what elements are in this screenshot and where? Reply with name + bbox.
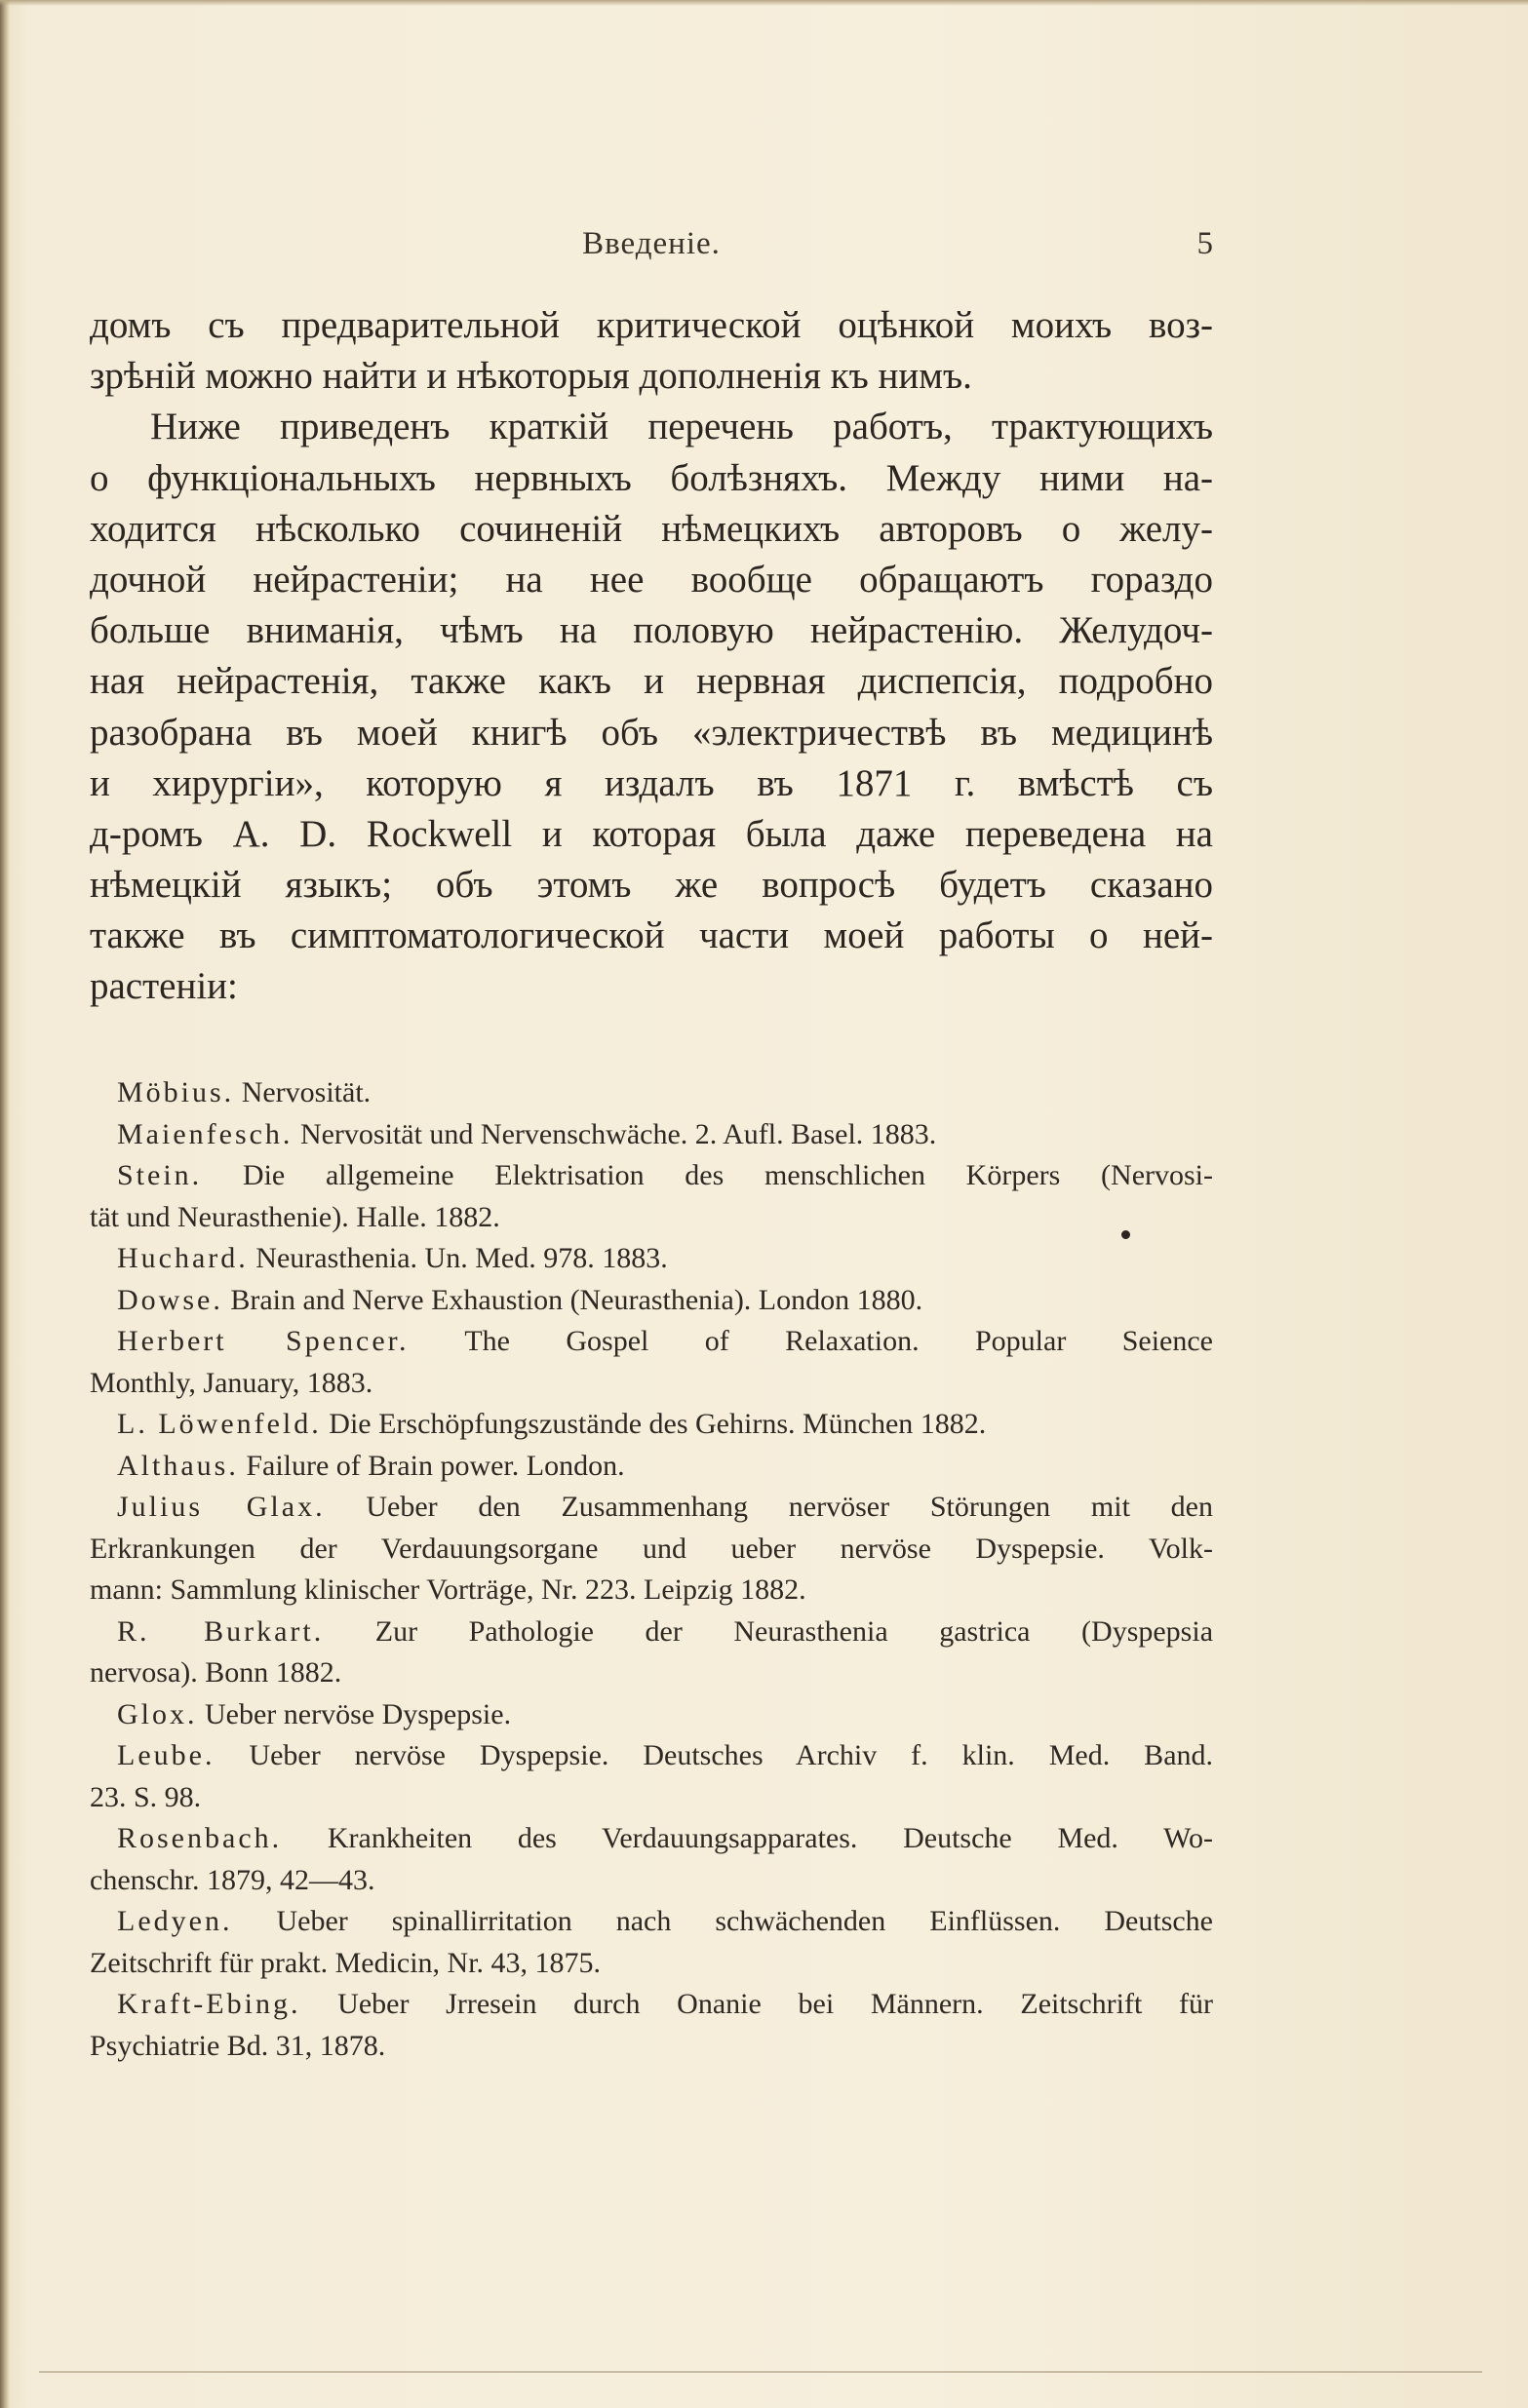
reference-author: Huchard. (117, 1242, 249, 1274)
text-line: домъ съ предварительной критической оцѣнкой моихъ воз- (90, 304, 1213, 346)
reference-entry (90, 1818, 1213, 1901)
reference-author: Julius Glax. (117, 1491, 326, 1523)
reference-text: Ueber spinallirritation nach schwächenden Einflüssen. Deutsche (276, 1905, 1214, 1937)
text-line: больше вниманія, чѣмъ на половую нейрастенію. Желудоч- (90, 609, 1213, 652)
reference-entry (90, 1114, 1213, 1156)
reference-entry (90, 1280, 1213, 1322)
reference-text: Ueber nervöse Dyspepsie. Deutsches Archiv f. klin. Med. Band. (249, 1739, 1214, 1771)
reference-line (90, 1404, 1213, 1446)
reference-line (90, 1487, 1213, 1529)
reference-line (90, 1321, 1213, 1363)
reference-entry (90, 1072, 1213, 1114)
reference-author: R. Burkart. (117, 1614, 325, 1648)
reference-text: Nervosität. (241, 1076, 372, 1108)
reference-entry (90, 1321, 1213, 1404)
reference-line (90, 1072, 1213, 1114)
reference-text: Psychiatrie Bd. 31, 1878. (90, 2029, 386, 2062)
reference-line (90, 1652, 1213, 1694)
reference-entry (90, 1155, 1213, 1238)
text-line: о функціональныхъ нервныхъ болѣзняхъ. Между ними на- (90, 456, 1213, 499)
reference-text: Brain and Nerve Exhaustion (Neurasthenia). London 1880. (230, 1283, 923, 1316)
ink-speck (1121, 1230, 1130, 1239)
text-line: ходится нѣсколько сочиненій нѣмецкихъ авторовъ о желу- (90, 507, 1213, 550)
reference-author: Althaus. (117, 1449, 239, 1482)
text-line: зрѣній можно найти и нѣкоторыя дополненія къ нимъ. (90, 355, 972, 398)
reference-entry (90, 1404, 1213, 1446)
reference-line (90, 1943, 1213, 1985)
reference-author: Maienfesch. (117, 1117, 294, 1150)
reference-text: The Gospel of Relaxation. Popular Seience (464, 1325, 1213, 1357)
text-line: также въ симптоматологической части моей работы о ней- (90, 914, 1213, 957)
reference-text: Die Erschöpfungszustände des Gehirns. München 1882. (329, 1408, 987, 1440)
page-top-edge (0, 0, 1528, 6)
reference-line (90, 1860, 1213, 1902)
reference-line (90, 1280, 1213, 1322)
reference-line (90, 1446, 1213, 1488)
reference-text: 23. S. 98. (90, 1780, 202, 1813)
reference-entry (90, 1612, 1213, 1694)
reference-line (90, 1735, 1213, 1777)
reference-text: tät und Neurasthenie). Halle. 1882. (90, 1200, 500, 1233)
reference-text: Nervosität und Nervenschwäche. 2. Aufl. Basel. 1883. (299, 1117, 937, 1150)
reference-text: nervosa). Bonn 1882. (90, 1656, 342, 1689)
reference-line (90, 1818, 1213, 1860)
reference-line (90, 1529, 1213, 1571)
reference-entry (90, 1735, 1213, 1818)
reference-line (90, 1238, 1213, 1280)
page-number: 5 (1196, 226, 1213, 261)
text-line: Ниже приведенъ краткій перечень работъ, трактующихъ (150, 406, 1213, 448)
reference-author: L. Löwenfeld. (117, 1408, 322, 1440)
reference-line (90, 1777, 1213, 1819)
reference-text: Erkrankungen der Verdauungsorgane und ueber nervöse Dyspepsie. Volk- (90, 1532, 1213, 1565)
reference-line (90, 1612, 1213, 1653)
running-head: Введеніе. (582, 226, 721, 261)
page-header (90, 226, 1213, 275)
reference-list (90, 1072, 1213, 2067)
reference-author: Herbert Spencer. (117, 1325, 410, 1357)
reference-text: chenschr. 1879, 42—43. (90, 1863, 375, 1896)
text-line: разобрана въ моей книгѣ объ «электричествѣ въ медицинѣ (90, 711, 1213, 754)
reference-line (90, 1901, 1213, 1943)
reference-author: Ledyen. (117, 1905, 233, 1937)
reference-line (90, 1984, 1213, 2026)
reference-entry (90, 1901, 1213, 1984)
bottom-edge-line (39, 2371, 1482, 2373)
reference-author: Leube. (117, 1739, 215, 1771)
reference-entry (90, 1238, 1213, 1280)
reference-text: Failure of Brain power. London. (246, 1449, 625, 1482)
reference-text: Ueber den Zusammenhang nervöser Störungen mit den (366, 1491, 1213, 1523)
reference-author: Dowse. (117, 1283, 223, 1316)
reference-entry (90, 1694, 1213, 1736)
reference-text: mann: Sammlung klinischer Vorträge, Nr. 223. Leipzig 1882. (90, 1573, 806, 1606)
reference-author: Möbius. (117, 1076, 235, 1108)
reference-entry (90, 1487, 1213, 1612)
text-line: д-ромъ A. D. Rockwell и которая была даже переведена на (90, 812, 1213, 855)
reference-text: Monthly, January, 1883. (90, 1366, 373, 1399)
reference-author: Kraft-Ebing. (117, 1988, 301, 2020)
reference-text: Krankheiten des Verdauungsapparates. Deutsche Med. Wo- (327, 1822, 1214, 1854)
reference-author: Stein. (117, 1159, 203, 1191)
reference-text: Ueber Jrresein durch Onanie bei Männern. Zeitschrift für (337, 1988, 1214, 2020)
reference-text: Neurasthenia. Un. Med. 978. 1883. (255, 1242, 668, 1274)
reference-author: Rosenbach. (117, 1822, 283, 1854)
text-line: растеніи: (90, 965, 238, 1008)
reference-text: Die allgemeine Elektrisation des menschlichen Körpers (Nervosi- (242, 1159, 1214, 1191)
reference-text: Zeitschrift für prakt. Medicin, Nr. 43, 1875. (90, 1946, 602, 1979)
reference-text: Zur Pathologie der Neurasthenia gastrica (Dyspepsia (374, 1614, 1214, 1648)
reference-line (90, 1114, 1213, 1156)
reference-line (90, 1694, 1213, 1736)
text-line: ная нейрастенія, также какъ и нервная диспепсія, подробно (90, 660, 1213, 703)
page-edge-shadow (0, 0, 10, 2408)
reference-line (90, 1363, 1213, 1405)
reference-entry (90, 1446, 1213, 1488)
reference-line (90, 1570, 1213, 1612)
body-paragraph (90, 300, 1213, 1013)
reference-author: Glox. (117, 1697, 198, 1730)
text-line: дочной нейрастеніи; на нее вообще обращаютъ гораздо (90, 558, 1213, 601)
reference-entry (90, 1984, 1213, 2067)
reference-text: Ueber nervöse Dyspepsie. (205, 1697, 512, 1730)
reference-line (90, 1197, 1213, 1239)
reference-line (90, 2026, 1213, 2068)
reference-line (90, 1155, 1213, 1197)
text-line: и хирургіи», которую я издалъ въ 1871 г. вмѣстѣ съ (90, 761, 1213, 804)
text-line: нѣмецкій языкъ; объ этомъ же вопросѣ будетъ сказано (90, 864, 1213, 907)
